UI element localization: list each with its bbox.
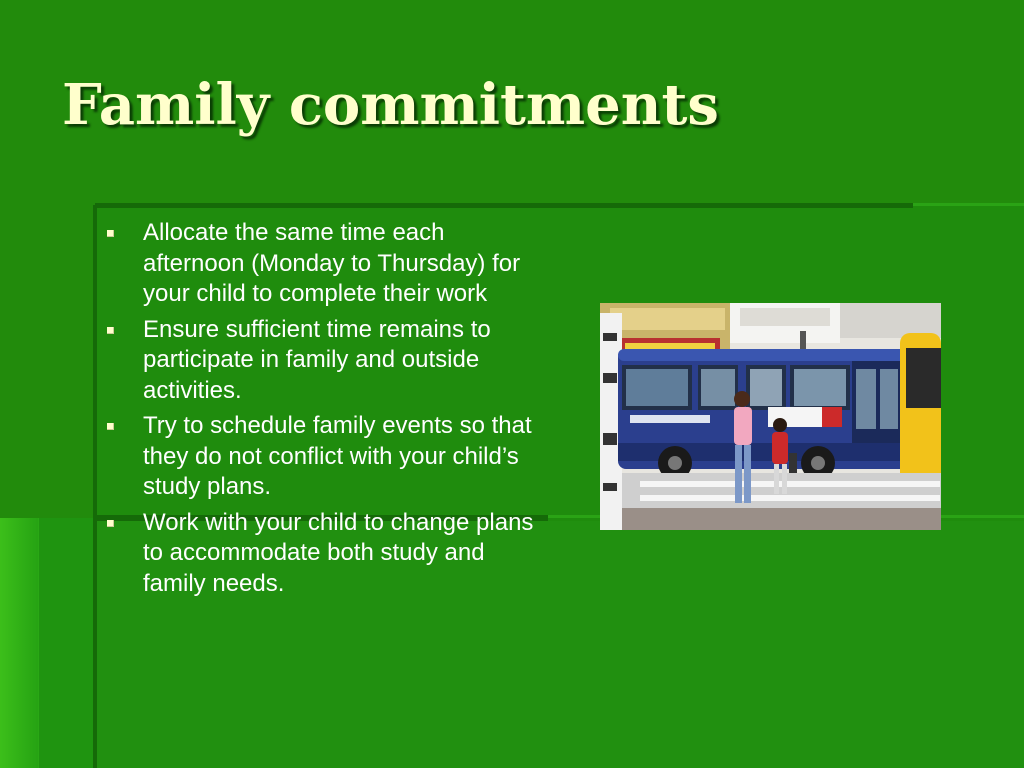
square-bullet-icon [107,230,114,237]
square-bullet-icon [107,327,114,334]
background-left-inner-band [38,518,96,768]
bullet-item [105,218,535,310]
slide-title: Family commitments [62,72,719,138]
bullet-text: Ensure sufficient time remains to participate in family and outside activities. [143,315,491,404]
bullet-text: Try to schedule family events so that they do not conflict with your child’s study plans. [143,412,532,500]
bullet-list [105,218,535,604]
bullet-item [105,315,535,407]
background-divider-top [95,203,913,208]
background-divider-top-right [913,203,1024,206]
bullet-item [105,508,535,600]
bullet-text: Work with your child to change plans to accommodate both study and family needs. [143,508,534,597]
bullet-item [105,411,535,503]
street-bus-photo [600,303,941,530]
square-bullet-icon [107,520,114,527]
bullet-text: Allocate the same time each afternoon (Monday to Thursday) for your child to complete their work [143,219,521,307]
background-divider-vertical [93,205,97,768]
square-bullet-icon [107,423,114,430]
